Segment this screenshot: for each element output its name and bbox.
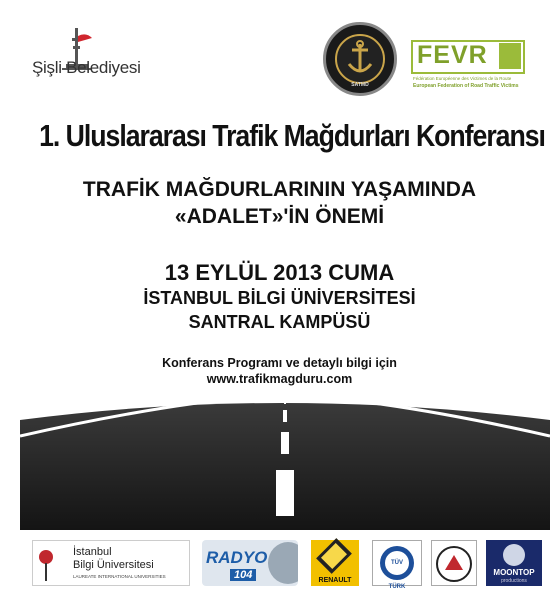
moontop-logo bbox=[486, 540, 542, 586]
info-text: Konferans Programı ve detaylı bilgi için bbox=[162, 356, 397, 370]
conference-title: 1. Uluslararası Trafik Mağdurları Konferansı bbox=[39, 118, 545, 153]
sisli-belediyesi-logo bbox=[22, 28, 182, 92]
radyo-104-logo bbox=[202, 540, 298, 586]
moontop-sub: productions bbox=[501, 578, 527, 584]
subtitle-line-2: «ADALET»'İN ÖNEMİ bbox=[174, 205, 385, 228]
traffic-association-logo bbox=[431, 540, 477, 586]
website-link[interactable]: www.trafikmagduru.com bbox=[206, 372, 353, 386]
bilgi-university-logo bbox=[32, 540, 190, 586]
anchor-icon bbox=[335, 34, 385, 84]
bilgi-line-2: Bilgi Üniversitesi bbox=[73, 559, 154, 571]
satmd-emblem bbox=[323, 22, 397, 96]
bilgi-line-1: İstanbul bbox=[73, 546, 112, 558]
event-date: 13 EYLÜL 2013 CUMA bbox=[164, 260, 395, 285]
fevr-sub-fr: Fédération Européenne des Victimes de la Route bbox=[413, 76, 512, 81]
satmd-label: SATMD bbox=[351, 82, 369, 88]
warning-triangle-icon bbox=[445, 555, 463, 570]
fevr-logo bbox=[411, 40, 525, 90]
fevr-name: FEVR bbox=[417, 41, 488, 69]
fevr-sub-en: European Federation of Road Traffic Victims bbox=[413, 83, 519, 89]
sponsor-strip bbox=[0, 536, 559, 590]
radyo-text: RADYO bbox=[206, 548, 268, 567]
subtitle-line-1: TRAFİK MAĞDURLARININ YAŞAMINDA bbox=[82, 178, 477, 201]
bilgi-line-3: LAUREATE INTERNATIONAL UNIVERSITIES bbox=[73, 574, 166, 579]
radyo-arc-icon bbox=[268, 542, 298, 584]
moontop-text: MOONTOP bbox=[493, 568, 535, 577]
radyo-number: 104 bbox=[230, 569, 256, 581]
tuv-turk-logo bbox=[372, 540, 422, 590]
venue-line-2: SANTRAL KAMPÜSÜ bbox=[188, 312, 371, 332]
venue-line-1: İSTANBUL BİLGİ ÜNİVERSİTESİ bbox=[143, 288, 416, 308]
renault-logo bbox=[311, 540, 359, 586]
renault-text: RENAULT bbox=[318, 577, 352, 584]
eu-stars-icon bbox=[499, 43, 521, 69]
bilgi-stem bbox=[45, 563, 47, 581]
tuv-text: TÜV TÜRK bbox=[385, 551, 409, 575]
bilgi-dot-icon bbox=[39, 550, 53, 564]
road-illustration bbox=[20, 390, 550, 530]
renault-diamond-icon bbox=[316, 538, 352, 574]
sisli-logo-text: Şişli Belediyesi bbox=[32, 58, 141, 77]
moon-icon bbox=[503, 544, 525, 566]
